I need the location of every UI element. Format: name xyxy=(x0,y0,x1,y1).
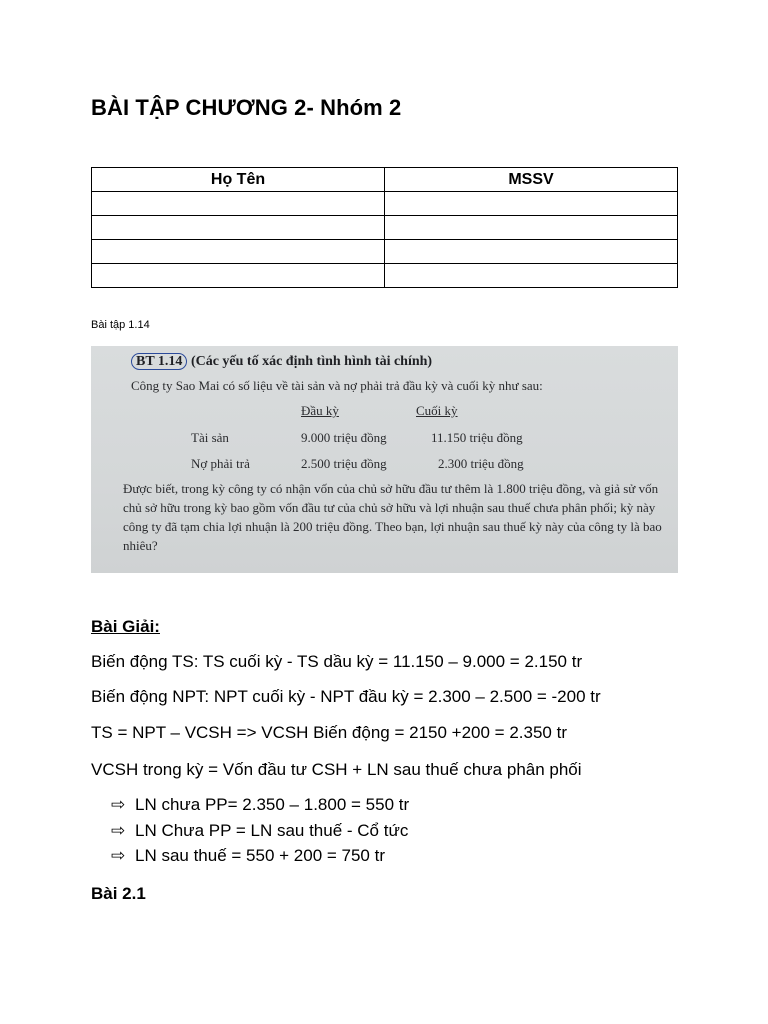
solution-line: Biến động TS: TS cuối kỳ - TS dầu kỳ = 11.150 – 9.000 = 2.150 tr xyxy=(91,652,583,671)
next-exercise-heading: Bài 2.1 xyxy=(91,884,146,903)
photo-row-start: 9.000 triệu đồng xyxy=(301,430,387,445)
exercise-label: Bài tập 1.14 xyxy=(91,319,150,331)
bullet-item xyxy=(111,846,385,866)
solution-heading: Bài Giải: xyxy=(91,617,160,636)
table-cell xyxy=(92,240,385,264)
bullet-item xyxy=(111,821,408,841)
photo-row-label: Nợ phải trả xyxy=(191,456,250,471)
photo-heading-text: (Các yếu tố xác định tình hình tài chính) xyxy=(190,354,433,369)
table-row xyxy=(92,240,678,264)
photo-row-label: Tài sản xyxy=(191,430,229,445)
photo-row-end: 2.300 triệu đồng xyxy=(438,456,524,471)
photo-row-end: 11.150 triệu đồng xyxy=(431,430,523,445)
solution-line: Biến động NPT: NPT cuối kỳ - NPT đầu kỳ = 2.300 – 2.500 = -200 tr xyxy=(91,687,601,706)
table-cell xyxy=(385,216,678,240)
members-table xyxy=(91,167,678,288)
exercise-photo xyxy=(91,346,678,573)
photo-intro: Công ty Sao Mai có số liệu về tài sản và nợ phải trả đầu kỳ và cuối kỳ như sau: xyxy=(131,378,543,393)
arrow-right-icon: ⇨ xyxy=(111,821,126,840)
photo-heading-code: BT 1.14 xyxy=(131,353,187,370)
page-title: BÀI TẬP CHƯƠNG 2- Nhóm 2 xyxy=(91,95,402,120)
bullet-text: LN sau thuế = 550 + 200 = 750 tr xyxy=(135,846,385,865)
header-student-id: MSSV xyxy=(385,168,678,192)
photo-row-start: 2.500 triệu đồng xyxy=(301,456,387,471)
table-row xyxy=(92,216,678,240)
header-name: Họ Tên xyxy=(92,168,385,192)
bullet-text: LN Chưa PP = LN sau thuế - Cổ tức xyxy=(135,821,409,840)
table-cell xyxy=(385,240,678,264)
arrow-right-icon: ⇨ xyxy=(111,795,126,814)
table-row xyxy=(92,192,678,216)
table-header-row xyxy=(92,168,678,192)
table-cell xyxy=(92,216,385,240)
solution-line: VCSH trong kỳ = Vốn đầu tư CSH + LN sau thuế chưa phân phối xyxy=(91,760,582,779)
table-cell xyxy=(385,192,678,216)
table-row xyxy=(92,264,678,288)
table-cell xyxy=(92,264,385,288)
table-cell xyxy=(385,264,678,288)
photo-heading xyxy=(131,354,432,370)
bullet-item xyxy=(111,795,409,815)
arrow-right-icon: ⇨ xyxy=(111,846,126,865)
photo-paragraph: Được biết, trong kỳ công ty có nhận vốn của chủ sở hữu đầu tư thêm là 1.800 triệu đồng, và giả sử vốn chủ sở hữu trong kỳ bao gồm vốn đầu tư của chủ sở hữu và lợi nhuận sau thuế chưa phân phối; kỳ này công ty đã tạm chia lợi nhuận là 200 triệu đồng. Theo bạn, lợi nhuận sau thuế kỳ này của công ty là bao nhiêu? xyxy=(123,481,662,553)
solution-line: TS = NPT – VCSH => VCSH Biến động = 2150 +200 = 2.350 tr xyxy=(91,723,567,742)
photo-col-start: Đầu kỳ xyxy=(301,403,339,418)
table-cell xyxy=(92,192,385,216)
bullet-text: LN chưa PP= 2.350 – 1.800 = 550 tr xyxy=(135,795,410,814)
photo-col-end: Cuối kỳ xyxy=(416,403,458,418)
